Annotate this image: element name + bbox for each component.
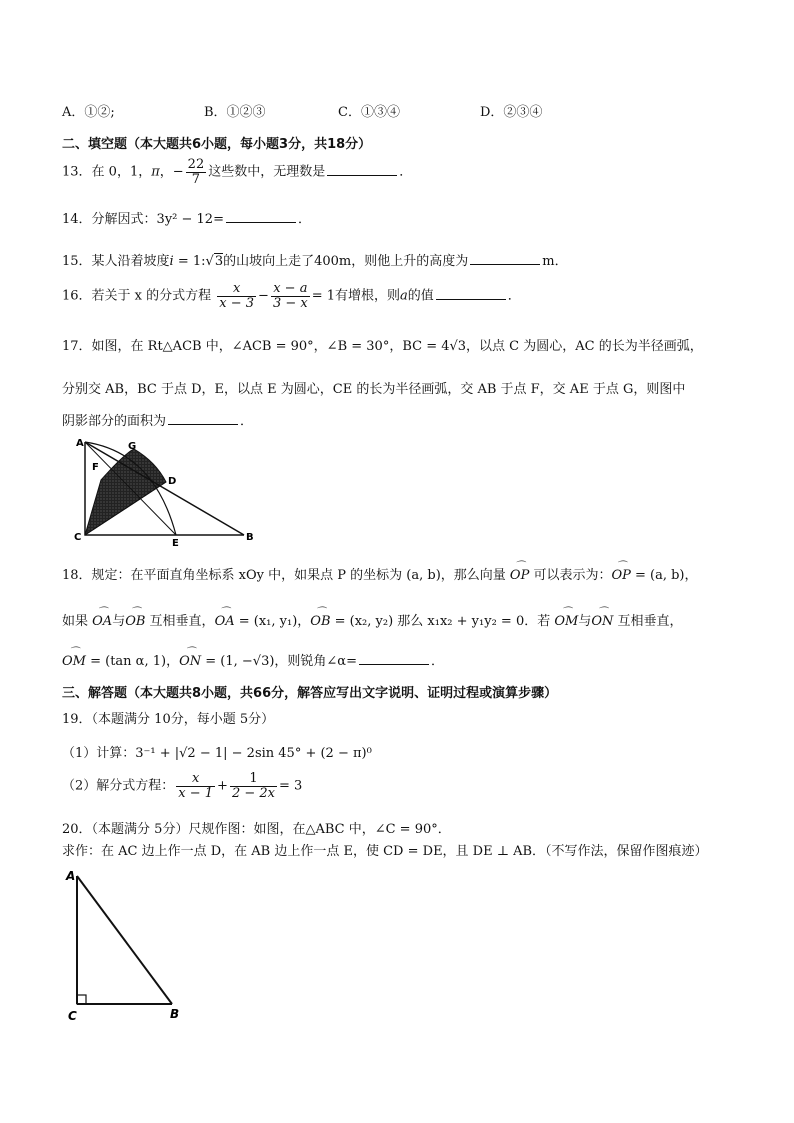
question-14 <box>62 208 311 227</box>
q16-numerator-2: x − a <box>271 282 310 297</box>
option-d: D．②③④ <box>480 105 543 120</box>
q19-numerator-1: x <box>176 772 215 787</box>
label-e: E <box>172 538 179 548</box>
q16-end: ． <box>507 288 521 304</box>
question-16 <box>62 282 521 310</box>
q16-denominator-1: x − 3 <box>219 295 255 311</box>
section2-header: 二、填空题（本大题共6小题，每小题3分，共18分） <box>62 137 372 152</box>
q16-answer-blank[interactable] <box>436 287 506 300</box>
q19-part-1: （1）计算：3⁻¹ + |√2 − 1| − 2sin 45° + (2 − π)⁰ <box>62 746 372 761</box>
q13-answer-blank[interactable] <box>327 163 397 176</box>
q18-and-1: 与 <box>112 614 126 629</box>
q13-text-post: 这些数中，无理数是 <box>208 164 326 180</box>
q17-line-2: 分别交 AB，BC 于点 D，E，以点 E 为圆心，CE 的长为半径画弧，交 AB 于点 F，交 AE 于点 G，则图中 <box>62 382 686 397</box>
q17-line-1: 17．如图，在 Rt△ACB 中，∠ACB = 90°，∠B = 30°，BC = 4√3，以点 C 为圆心，AC 的长为半径画弧， <box>62 339 703 354</box>
q15-end: m． <box>542 254 568 269</box>
q13-denominator: 7 <box>191 171 201 187</box>
q19-p2-post: = 3 <box>278 778 303 794</box>
section3-header: 三、解答题（本大题共8小题，共66分，解答应写出文字说明、证明过程或演算步骤） <box>62 686 558 701</box>
label-f: F <box>92 462 99 473</box>
q18-line-1 <box>62 564 698 583</box>
question-15: 15．某人沿着坡度i = 1:√3的山坡向上走了400m，则他上升的高度为 m． <box>62 254 568 269</box>
label-g: G <box>128 441 137 452</box>
q17-line-3-text: 阴影部分的面积为 <box>62 414 167 429</box>
q20-line-2: 求作：在 AC 边上作一点 D，在 AB 边上作一点 E，使 CD = DE，且 DE ⊥ AB．（不写作法，保留作图痕迹） <box>62 844 708 859</box>
vector-om-2: ⌒ OM <box>62 654 86 669</box>
vector-oa: ⌒ OA <box>92 614 112 629</box>
q18-line1-mid: 可以表示为： <box>529 568 612 583</box>
q16-fraction-1 <box>217 282 256 310</box>
q19-denominator-1: x − 1 <box>178 785 214 801</box>
q13-end: ． <box>399 164 413 180</box>
vector-om: ⌒ OM <box>554 614 578 629</box>
q13-text-pre: 13．在 0，1， <box>62 164 152 180</box>
q16-text-post: 的值 <box>407 288 434 304</box>
q13-text-mid: ，− <box>159 164 184 180</box>
label-c-20: C <box>68 1009 77 1023</box>
label-c: C <box>74 532 82 543</box>
q17-answer-blank[interactable] <box>168 412 238 425</box>
q18-line2-pre: 如果 <box>62 614 93 629</box>
q14-expression: 3y² − 12= <box>156 212 224 227</box>
q13-pi: π <box>151 164 160 180</box>
option-b: B．①②③ <box>204 105 266 120</box>
q16-fraction-2 <box>271 282 310 310</box>
q14-end: ． <box>297 212 311 227</box>
q16-denominator-2: 3 − x <box>272 295 308 311</box>
label-a: A <box>76 438 84 449</box>
q19-denominator-2: 2 − 2x <box>231 785 275 801</box>
vector-op: ⌒ OP <box>510 568 529 583</box>
q19-title: 19．（本题满分 10分，每小题 5分） <box>62 712 275 727</box>
q18-line-2 <box>62 610 683 629</box>
q19-p2-pre: （2）解分式方程： <box>62 778 175 794</box>
q17-end: ． <box>240 414 254 429</box>
q18-end: ． <box>430 654 444 669</box>
vector-ob: ⌒ OB <box>125 614 145 629</box>
figure-20 <box>64 866 194 1026</box>
q18-line3-a: = (tan α, 1)， <box>85 654 180 669</box>
q18-line1-post: = (a, b)， <box>630 568 698 583</box>
q18-line2-post: 互相垂直， <box>613 614 683 629</box>
q18-and-2: 与 <box>578 614 592 629</box>
q15-ratio: = 1: <box>173 254 206 269</box>
q20-line-1: 20．（本题满分 5分）尺规作图：如图，在△ABC 中，∠C = 90°． <box>62 822 451 837</box>
option-c: C．①③④ <box>338 105 400 120</box>
q18-answer-blank[interactable] <box>359 652 429 665</box>
question-13 <box>62 158 412 186</box>
vector-op-2: ⌒ OP <box>611 568 630 583</box>
q15-i: i <box>169 254 174 269</box>
q15-root: 3 <box>214 254 224 269</box>
q19-part-2 <box>62 772 302 800</box>
q18-line2-b: = (x₂, y₂) 那么 x₁x₂ + y₁y₂ = 0．若 <box>330 614 555 629</box>
segment-ab-20 <box>77 876 172 1004</box>
q15-text-post: 的山坡向上走了400m，则他上升的高度为 <box>223 254 469 269</box>
vector-on: ⌒ ON <box>591 614 613 629</box>
q18-line1-pre: 18．规定：在平面直角坐标系 xOy 中，如果点 P 的坐标为 (a, b)，那么向量 <box>62 568 510 583</box>
right-angle-mark <box>77 995 86 1004</box>
q19-fraction-1 <box>176 772 215 800</box>
label-b: B <box>246 532 254 543</box>
q19-fraction-2 <box>230 772 277 800</box>
label-d: D <box>168 476 177 487</box>
q14-text-pre: 14．分解因式： <box>62 212 157 227</box>
figure-17 <box>64 432 264 548</box>
q14-answer-blank[interactable] <box>226 210 296 223</box>
q15-answer-blank[interactable] <box>470 252 540 265</box>
q16-text-pre: 16．若关于 x 的分式方程 <box>62 288 216 304</box>
q19-plus: + <box>217 778 228 794</box>
q16-numerator-1: x <box>217 282 256 297</box>
q16-equals: = 1有增根，则 <box>311 288 401 304</box>
label-a-20: A <box>66 869 76 883</box>
q18-line-3 <box>62 650 444 669</box>
vector-ob-2: ⌒ OB <box>310 614 330 629</box>
q13-fraction <box>186 158 207 186</box>
q19-numerator-2: 1 <box>230 772 277 787</box>
q13-numerator: 22 <box>187 157 205 172</box>
vector-on-2: ⌒ ON <box>179 654 201 669</box>
q16-a: a <box>400 288 408 304</box>
q17-line-3 <box>62 410 253 429</box>
q15-text-pre: 15．某人沿着坡度 <box>62 254 170 269</box>
q16-minus: − <box>258 288 269 304</box>
label-b-20: B <box>170 1007 180 1021</box>
option-a: A．①②; <box>62 105 115 120</box>
vector-oa-2: ⌒ OA <box>215 614 235 629</box>
q18-line2-a: = (x₁, y₁)， <box>234 614 311 629</box>
q18-line2-mid: 互相垂直， <box>145 614 215 629</box>
q18-line3-b: = (1, −√3)，则锐角∠α= <box>201 654 357 669</box>
